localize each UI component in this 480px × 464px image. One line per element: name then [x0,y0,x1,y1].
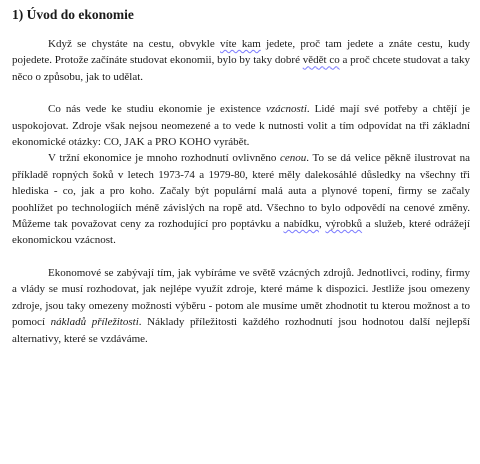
p1-spellcheck-a: víte kam [220,38,261,50]
p4-text-c: . Náklady příležitosti každého rozhodnutí jsou hodnotou další nejlepší alternativy, které se vzdáváme. [12,316,470,345]
p2-emphasis: vzácnosti [265,103,307,116]
p2-text-a: Co nás vede ke studiu ekonomie je existence [48,103,266,116]
p4-text-a: Ekonomové se zabývají tím, jak vybíráme ve světě vzácných zdrojů. Jednotlivci, rodiny, firmy a vlády se musí rozhodovat, jak nejlépe využít zdroje, které máme k dispozici. Jestliže jsou omezeny zdroje, jsou taky omezeny možnosti výběru - potom ale musíme umět zhodnotit tu kterou možnost a to pomocí [12,266,470,329]
paragraph-1 [12,36,470,85]
p1-text-a: Když se chystáte na cestu, obvykle [48,38,221,50]
p1-spellcheck-d: vědět co [302,54,340,67]
p3-text-e: , [318,218,326,231]
document-page [12,6,470,347]
paragraph-2 [12,101,470,150]
paragraph-4 [12,265,470,347]
p3-text-g: a služeb, které odrážejí ekonomickou vzácnost. [12,218,470,247]
p2-text-c: . Lidé mají své potřeby a chtějí je uspokojovat. Zdroje však nejsou neomezené a to vede k nutnosti volit a tím odpovídat na tři základní ekonomické otázky: CO, JAK a PRO KOHO vyrábět. [12,103,470,149]
paragraph-3 [12,150,470,248]
heading: 1) Úvod do ekonomie [12,7,134,22]
paragraph-gap [12,249,470,265]
p1-text-c: jedete, proč tam jedete a znáte cestu, kudy pojedete. Protože začínáte studovat ekonomii, bylo by taky dobré [12,38,471,67]
p3-spellcheck-d: nabídku [283,218,319,231]
p1-text-e: a proč chcete studovat a taky něco o způsobu, jak to udělat. [12,54,471,83]
paragraph-gap [12,85,470,101]
p3-emphasis: cenou [280,152,307,165]
p3-spellcheck-f: výrobků [325,218,363,231]
p3-text-a: V tržní ekonomice je mnoho rozhodnutí ovlivněno [48,152,281,165]
p4-emphasis: nákladů příležitosti [50,316,139,329]
p3-text-c: . To se dá velice pěkně ilustrovat na příkladě ropných šoků v letech 1973-74 a 1979-80, které měly dalekosáhlé důsledky na všechny tři hlediska - co, jak a pro koho. Začaly být populární malá auta a plynové topení, firmy se začaly poohlížet po technologiích méně závislých na ropě atd. Všechno to bylo odpovědí na cenové změny. Můžeme tak považovat ceny za rozhodující pro poptávku a [12,152,470,231]
